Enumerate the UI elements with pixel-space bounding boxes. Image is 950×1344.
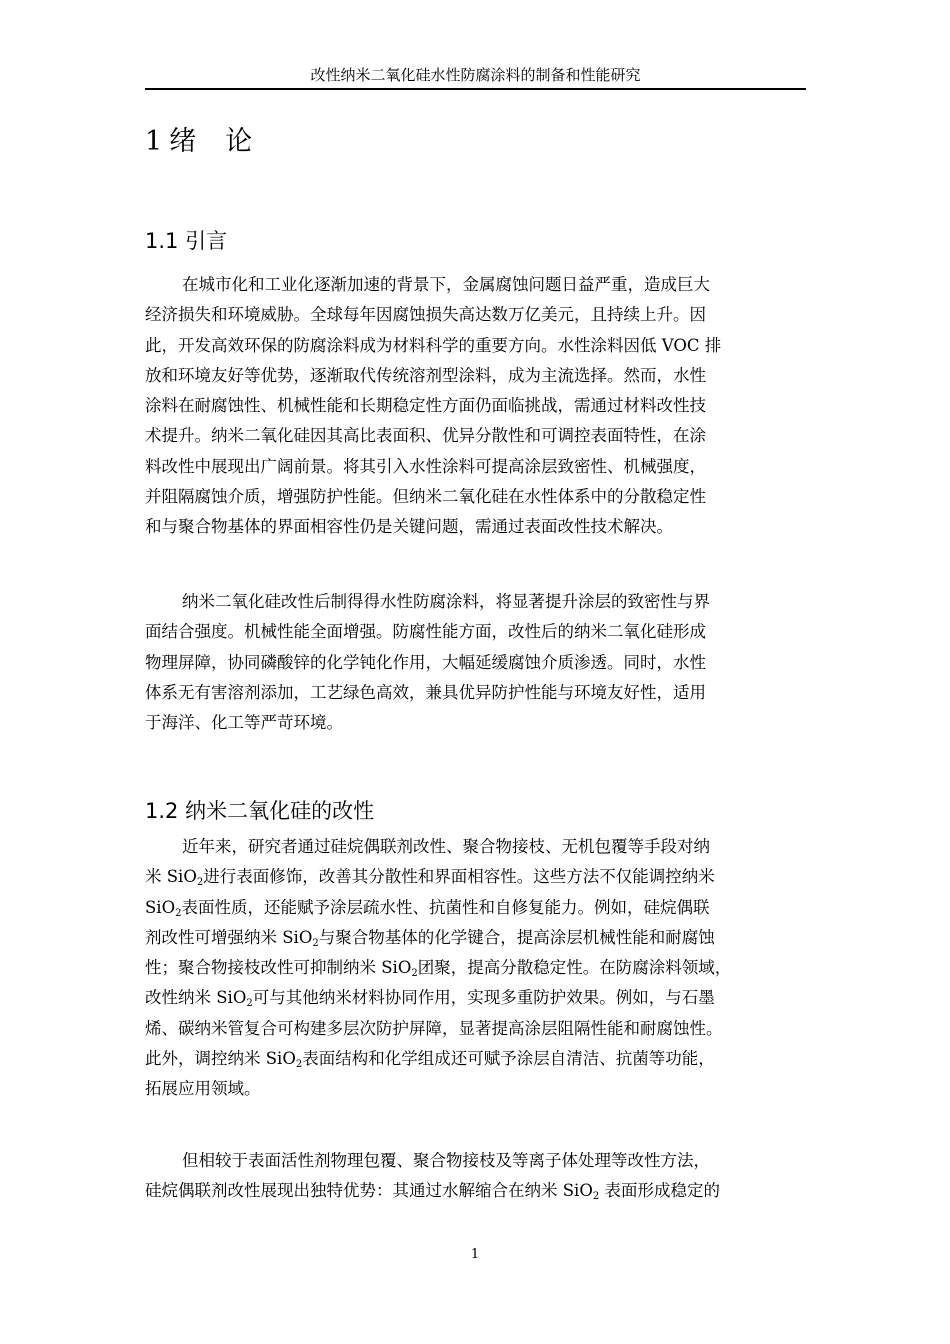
text-run: 性；聚合物接枝改性可抑制纳米 SiO <box>145 958 412 978</box>
text-run: 可与其他纳米材料协同作用，实现多重防护效果。例如，与石墨 <box>252 988 715 1008</box>
text-line <box>145 953 806 983</box>
text-line: 经济损失和环境威胁。全球每年因腐蚀损失高达数万亿美元，且持续上升。因 <box>145 305 706 325</box>
subscript: 2 <box>196 877 204 889</box>
subscript: 2 <box>312 937 319 949</box>
subscript: 2 <box>175 907 182 919</box>
text-run: 烯、碳纳米管复合可构建多层次防护屏障，显著提高涂层阻隔性能和耐腐蚀性。 <box>145 1018 723 1038</box>
text-run: 此外，调控纳米 SiO <box>145 1049 296 1069</box>
text-run: 近年来，研究者通过硅烷偶联剂改性、聚合物接枝、无机包覆等手段对纳 <box>182 837 710 856</box>
chapter-title: 绪 论 <box>169 126 254 157</box>
text-run: 进行表面修饰，改善其分散性和界面相容性。这些方法不仅能调控纳米 <box>203 867 715 887</box>
section-heading-1-1 <box>145 226 227 256</box>
text-line <box>145 832 806 862</box>
header-rule <box>145 88 806 90</box>
text-line: 放和环境友好等优势，逐渐取代传统溶剂型涂料，成为主流选择。然而，水性 <box>145 365 706 385</box>
subscript: 2 <box>592 1191 600 1203</box>
section-heading-1-2 <box>145 796 374 826</box>
section-title: 纳米二氧化硅的改性 <box>185 799 375 823</box>
text-line: 料改性中展现出广阔前景。将其引入水性涂料可提高涂层致密性、机械强度， <box>145 456 706 476</box>
text-run: 但相较于表面活性剂物理包覆、聚合物接枝及等离子体处理等改性方法， <box>182 1151 710 1170</box>
text-line: 于海洋、化工等严苛环境。 <box>145 713 343 733</box>
chapter-heading <box>145 122 253 162</box>
text-run: SiO <box>145 897 176 917</box>
text-line <box>145 1014 806 1044</box>
text-run: 表面形成稳定的 <box>599 1181 720 1201</box>
text-line: 面结合强度。机械性能全面增强。防腐性能方面，改性后的纳米二氧化硅形成 <box>145 622 706 642</box>
text-run: 硅烷偶联剂改性展现出独特优势：其通过水解缩合在纳米 SiO <box>145 1181 593 1201</box>
paragraph-intro-1 <box>145 270 806 543</box>
text-line: 和与聚合物基体的界面相容性仍是关键问题，需通过表面改性技术解决。 <box>145 517 673 537</box>
text-line: 并阻隔腐蚀介质，增强防护性能。但纳米二氧化硅在水性体系中的分散稳定性 <box>145 487 706 507</box>
text-run: 拓展应用领域。 <box>145 1079 261 1099</box>
text-run: 表面性质，还能赋予涂层疏水性、抗菌性和自修复能力。例如，硅烷偶联 <box>181 897 710 917</box>
text-line <box>145 1176 806 1206</box>
chapter-number: 1 <box>145 126 164 157</box>
page-number: 1 <box>470 1247 480 1262</box>
running-header: 改性纳米二氧化硅水性防腐涂料的制备和性能研究 <box>310 66 641 84</box>
text-line <box>145 1044 806 1074</box>
text-run: 表面结构和化学组成还可赋予涂层自清洁、抗菌等功能， <box>302 1049 715 1069</box>
text-line: 纳米二氧化硅改性后制得得水性防腐涂料，将显著提升涂层的致密性与界 <box>182 592 710 611</box>
text-run: 与聚合物基体的化学键合，提高涂层机械性能和耐腐蚀 <box>318 927 715 947</box>
subscript: 2 <box>411 968 418 980</box>
section-number: 1.2 <box>145 799 179 823</box>
text-line: 术提升。纳米二氧化硅因其高比表面积、优异分散性和可调控表面特性，在涂 <box>145 426 706 446</box>
text-line <box>145 862 806 892</box>
text-run: 团聚，提高分散稳定性。在防腐涂料领域， <box>417 958 732 978</box>
text-line <box>145 923 806 953</box>
text-line: 此，开发高效环保的防腐涂料成为材料科学的重要方向。水性涂料因低 VOC 排 <box>145 335 722 355</box>
subscript: 2 <box>295 1059 303 1071</box>
subscript: 2 <box>246 998 253 1010</box>
text-line <box>145 893 806 923</box>
text-run: 米 SiO <box>145 867 197 887</box>
section-title: 引言 <box>185 229 228 253</box>
text-run: 剂改性可增强纳米 SiO <box>145 927 313 947</box>
paragraph-modification-2 <box>145 1146 806 1207</box>
text-line: 物理屏障，协同磷酸锌的化学钝化作用，大幅延缓腐蚀介质渗透。同时，水性 <box>145 652 706 672</box>
text-line <box>145 983 806 1013</box>
text-run: 改性纳米 SiO <box>145 988 247 1008</box>
text-line: 涂料在耐腐蚀性、机械性能和长期稳定性方面仍面临挑战，需通过材料改性技 <box>145 396 706 416</box>
section-number: 1.1 <box>145 229 179 253</box>
text-line <box>145 1074 806 1104</box>
text-line: 体系无有害溶剂添加，工艺绿色高效，兼具优异防护性能与环境友好性，适用 <box>145 682 706 702</box>
text-line: 在城市化和工业化逐渐加速的背景下，金属腐蚀问题日益严重，造成巨大 <box>182 275 710 294</box>
text-line <box>145 1146 806 1176</box>
paragraph-modification-1 <box>145 832 806 1105</box>
paragraph-intro-2 <box>145 587 806 738</box>
